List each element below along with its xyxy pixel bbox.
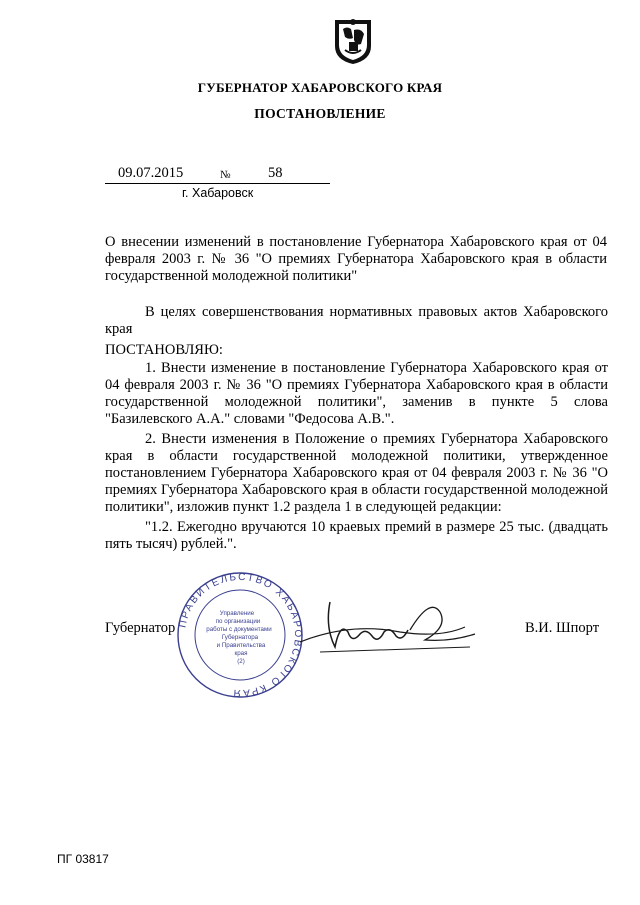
document-subject: О внесении изменений в постановление Губернатора Хабаровского края от 04 февраля 2003 г. № 36 "О премиях Губернатора Хабаровского края в области государственной молодежной политики" bbox=[105, 234, 607, 284]
signatory-title: Губернатор bbox=[105, 620, 176, 636]
svg-text:края: края bbox=[234, 650, 248, 657]
document-number: 58 bbox=[268, 165, 283, 181]
svg-text:и Правительства: и Правительства bbox=[216, 642, 266, 649]
document-place: г. Хабаровск bbox=[182, 186, 254, 200]
form-code: ПГ 03817 bbox=[57, 852, 109, 866]
resolve-heading: ПОСТАНОВЛЯЮ: bbox=[105, 342, 223, 358]
svg-text:Управление: Управление bbox=[219, 610, 255, 617]
document-date: 09.07.2015 bbox=[118, 165, 184, 181]
svg-text:Губернатора: Губернатора bbox=[221, 634, 259, 641]
number-sign: № bbox=[220, 169, 231, 181]
svg-text:ПРАВИТЕЛЬСТВО ХАБАРОВСКОГО КРА: ПРАВИТЕЛЬСТВО ХАБАРОВСКОГО КРАЯ bbox=[177, 571, 304, 699]
svg-text:по организации: по организации bbox=[215, 618, 261, 625]
quoted-clause-paragraph: "1.2. Ежегодно вручаются 10 краевых премий в размере 25 тыс. (двадцать пять тысяч) рублей.". bbox=[105, 519, 608, 552]
official-seal-stamp bbox=[175, 565, 305, 705]
item-2-paragraph: 2. Внести изменения в Положение о премиях Губернатора Хабаровского края в области государственной молодежной политики, утвержденное постановлением Губернатора Хабаровского края от 04 февраля 2003 г. № 36 "О премиях Губернатора Хабаровского края в области государственной молодежной политики", изложив пункт 1.2 раздела 1 в следующей редакции: bbox=[105, 431, 608, 515]
coat-of-arms-emblem bbox=[331, 16, 375, 66]
date-number-underline bbox=[105, 183, 330, 184]
preamble-paragraph: В целях совершенствования нормативных правовых актов Хабаровского края bbox=[105, 304, 608, 337]
svg-text:работы с документами: работы с документами bbox=[206, 626, 272, 633]
signatory-name: В.И. Шпорт bbox=[525, 620, 600, 636]
svg-text:(2): (2) bbox=[237, 658, 245, 665]
document-type: ПОСТАНОВЛЕНИЕ bbox=[254, 106, 386, 121]
handwritten-signature bbox=[290, 592, 480, 662]
item-1-paragraph: 1. Внести изменение в постановление Губернатора Хабаровского края от 04 февраля 2003 г. № 36 "О премиях Губернатора Хабаровского края в области государственной молодежной политики", заменив в пункте 5 слова "Базилевского А.А." словами "Федосова А.В.". bbox=[105, 360, 608, 427]
issuer-title: ГУБЕРНАТОР ХАБАРОВСКОГО КРАЯ bbox=[197, 80, 443, 95]
